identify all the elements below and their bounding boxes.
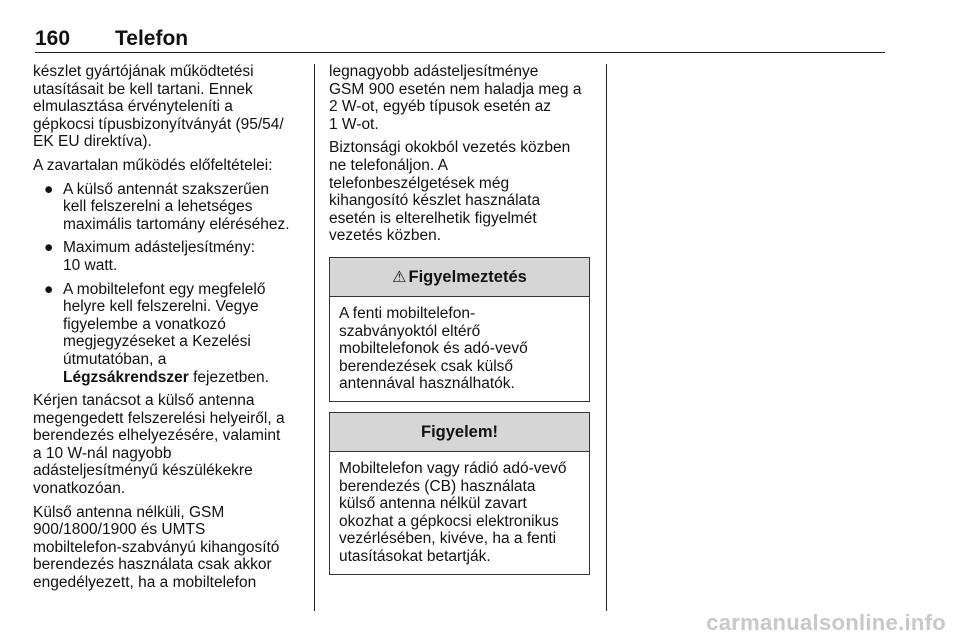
page-header — [35, 28, 885, 50]
column-divider-left — [314, 64, 315, 611]
paragraph-prerequisites: A zavartalan működés előfeltételei: — [33, 156, 273, 174]
prerequisite-list — [33, 181, 303, 387]
caution-box-body: Mobiltelefon vagy rádió adó-vevő berendezés (CB) használata külső antenna nélkül zavart okozhat a gépkocsi elektronikus vezérlésében, kivéve, ha a fenti utasításokat betartják. — [339, 460, 567, 565]
bullet-icon: ● — [44, 280, 54, 298]
section-title: Telefon — [115, 27, 189, 50]
paragraph-safety: Biztonsági okokból vezetés közben ne telefonáljon. A telefonbeszélgetések még kihangosító készlet használata esetén is elterelhetik figyelmét vezetés közben. — [329, 139, 571, 245]
header-rule — [35, 52, 885, 53]
paragraph-antenna-advice: Kérjen tanácsot a külső antenna megengedett felszerelési helyeiről, a berendezés elhelyezésére, valamint a 10 W-nál nagyobb adásteljesítményű készülékekre vonatkozóan. — [33, 392, 285, 498]
caution-box — [329, 412, 590, 575]
warning-box-header — [330, 258, 589, 297]
list-item: ● A mobiltelefont egy megfelelő helyre kell felszerelni. Vegye figyelembe a vonatkozó megjegyzéseket a Kezelési útmutatóban, a Légzsákrendszer fejezetben. — [44, 280, 269, 386]
left-column — [33, 63, 303, 598]
warning-box — [329, 257, 590, 402]
warning-box-body: A fenti mobiltelefon- szabványoktól eltérő mobiltelefonok és adó-vevő berendezések csak külső antennával használhatók. — [339, 305, 528, 393]
caution-box-title: Figyelem! — [420, 422, 499, 441]
list-item: ● A külső antennát szakszerűen kell felszerelni a lehetséges maximális tartomány eléréséhez. — [44, 180, 290, 233]
caution-box-header — [330, 413, 589, 452]
site-watermark: carmanualsonline.info — [706, 610, 946, 635]
paragraph-transmit-power: legnagyobb adásteljesítménye GSM 900 esetén nem haladja meg a 2 W-ot, egyéb típusok esetén az 1 W-ot. — [329, 63, 582, 133]
paragraph-handsfree: Külső antenna nélküli, GSM 900/1800/1900 és UMTS mobiltelefon-szabványú kihangosító berendezés használata csak akkor engedélyezett, ha a mobiltelefon — [33, 503, 280, 592]
bullet-icon: ● — [44, 180, 54, 198]
warning-box-title: Figyelmeztetés — [408, 267, 527, 286]
bullet-icon: ● — [44, 239, 54, 257]
middle-column — [329, 63, 595, 251]
list-item: ● Maximum adásteljesítmény: 10 watt. — [44, 239, 256, 274]
warning-triangle-icon: ⚠ — [392, 269, 407, 286]
airbag-system-reference: Légzsákrendszer — [63, 368, 189, 386]
page-number: 160 — [35, 27, 71, 50]
paragraph-directive: készlet gyártójának működtetési utasításait be kell tartani. Ennek elmulasztása érvényteleníti a gépkocsi típusbizonyítványát (95/54/ EK EU direktíva). — [33, 63, 284, 151]
column-divider-right — [606, 64, 607, 611]
